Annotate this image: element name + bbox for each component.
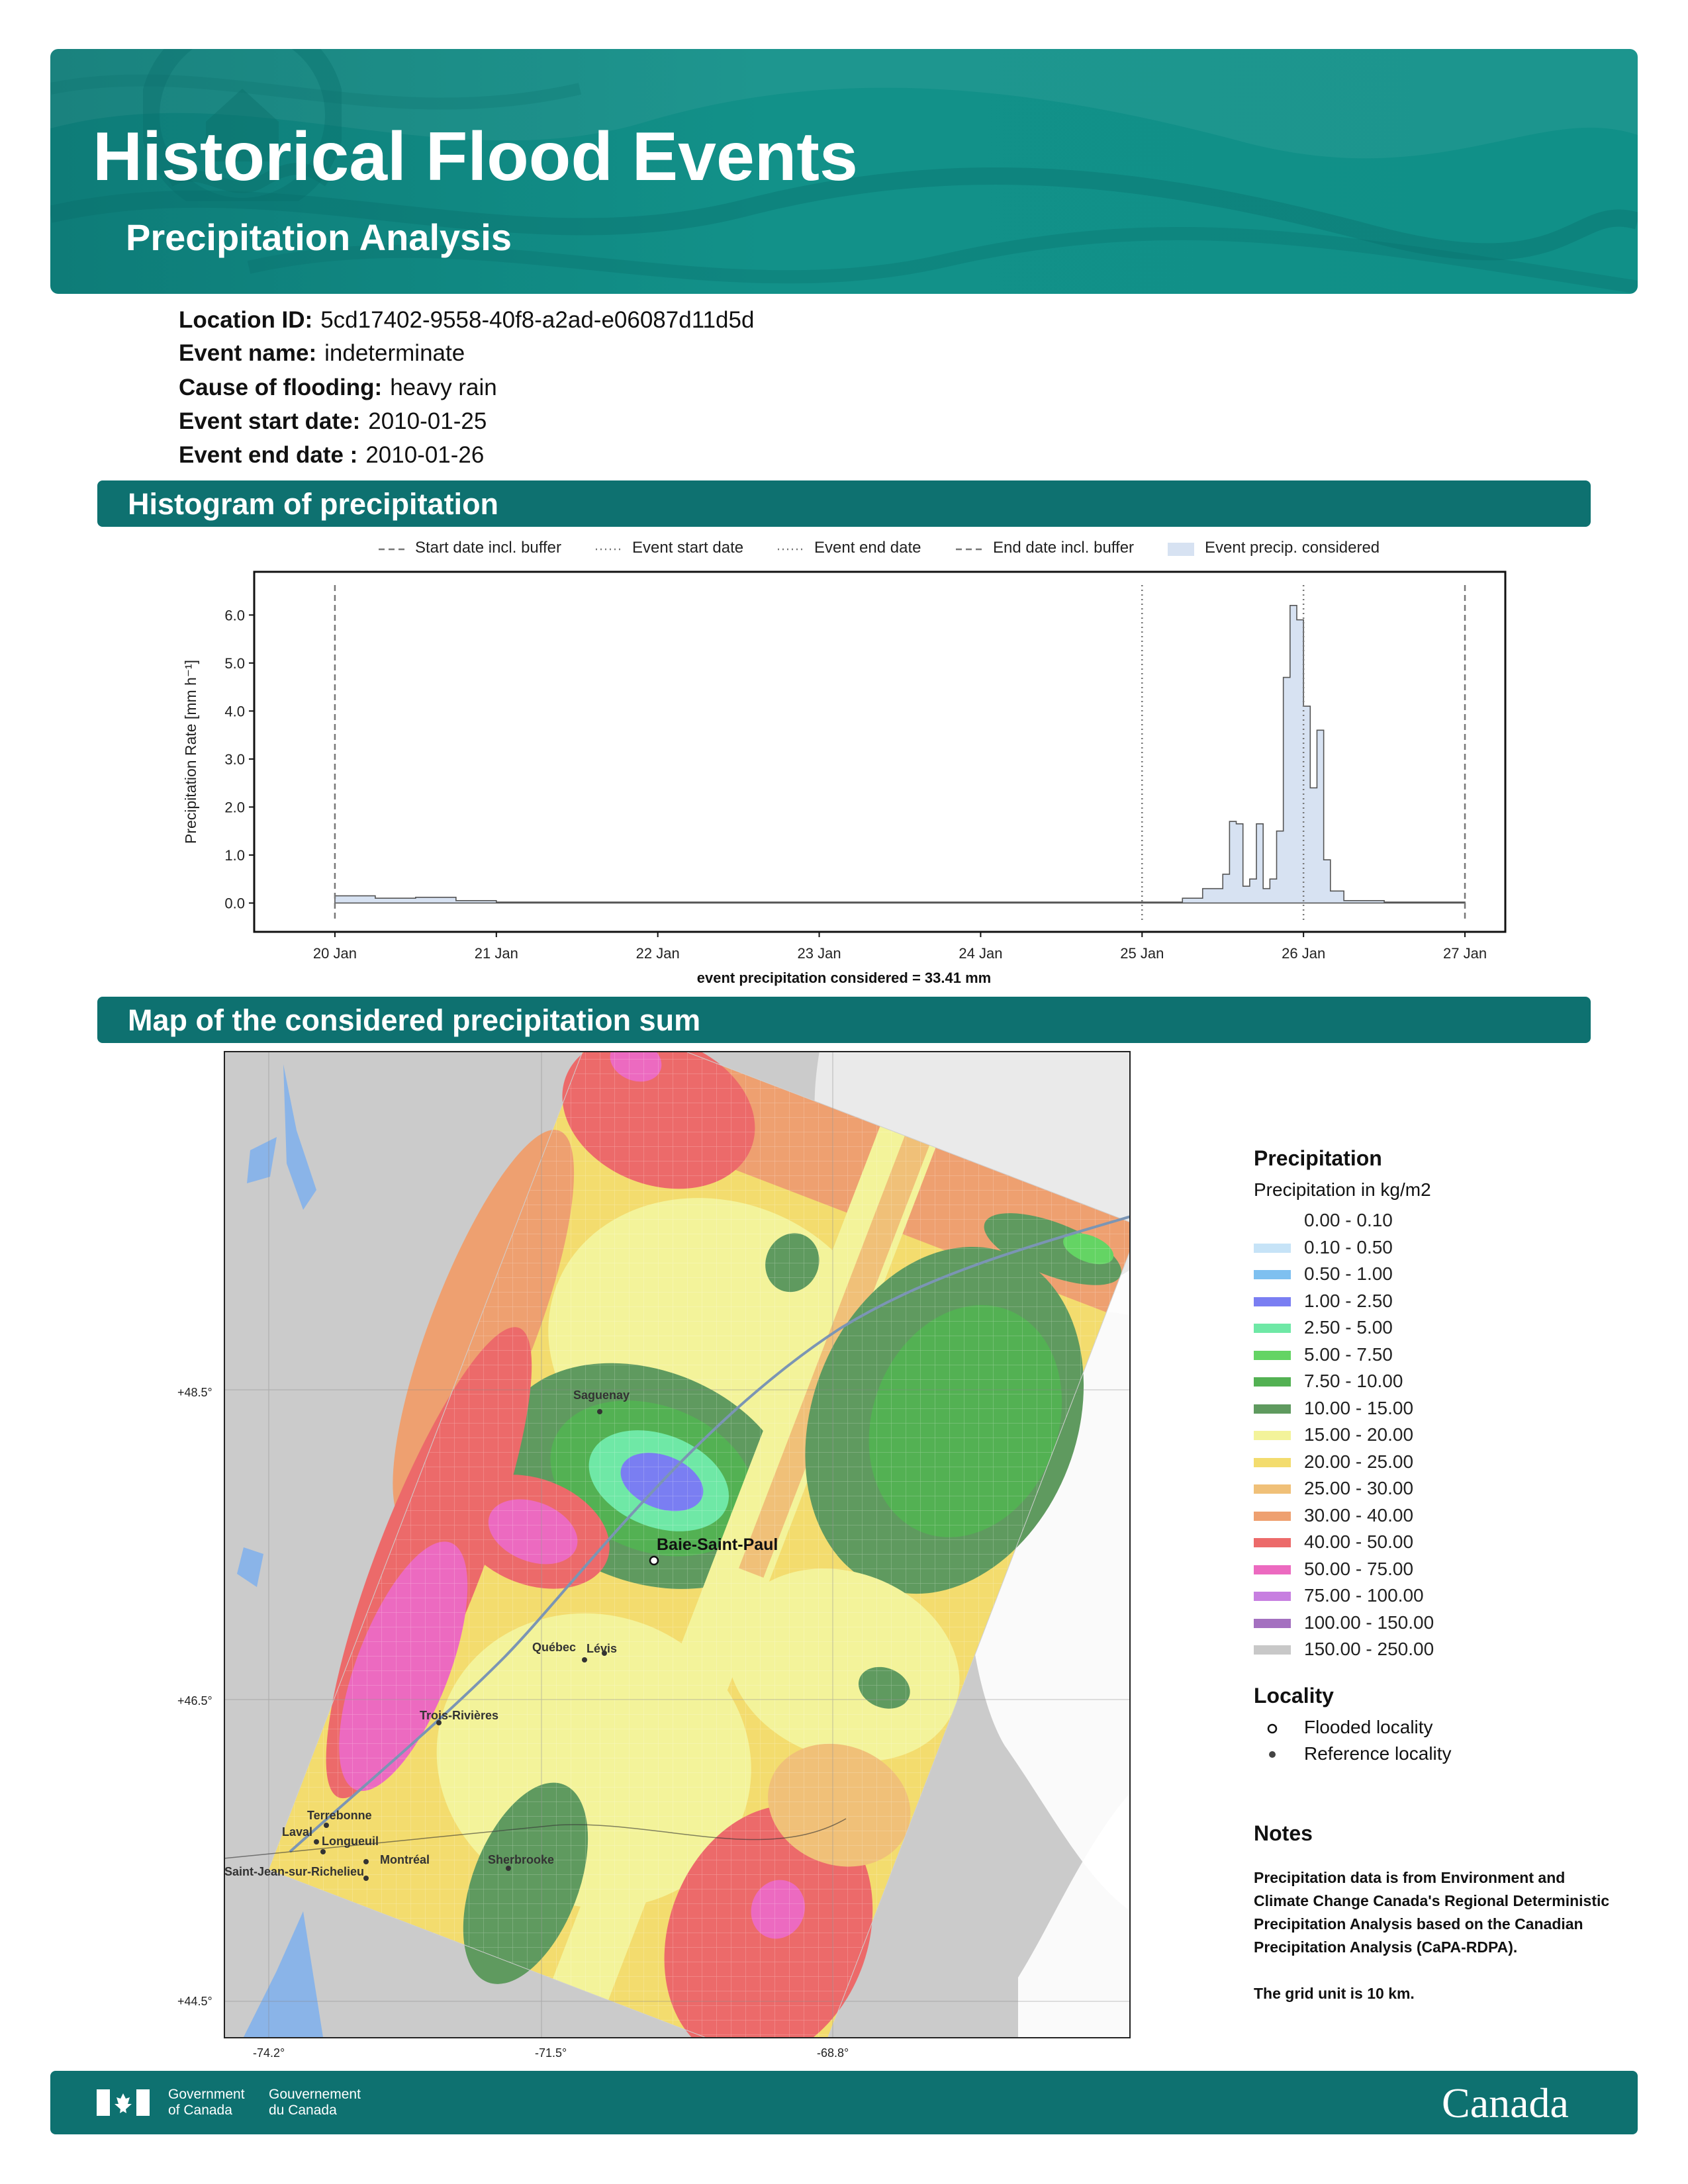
y-tick-label: 3.0 [224,751,245,768]
gov-en-line1: Government [168,2087,245,2102]
notes-grid-unit: The grid unit is 10 km. [1254,1985,1415,2002]
legend-swatch [1254,1351,1291,1360]
x-tick-label: 22 Jan [635,945,680,962]
legend-swatch [1254,1216,1291,1226]
gov-fr-line2: du Canada [269,2103,337,2118]
notes-title: Notes [1254,1821,1313,1845]
y-tick-label: 0.0 [224,895,245,912]
info-end-date [179,442,484,469]
label-sherbrooke: Sherbrooke [488,1853,555,1866]
label-montreal: Montréal [380,1853,430,1866]
x-tick-label: 27 Jan [1443,945,1487,962]
page-subtitle: Precipitation Analysis [126,216,512,258]
label-laval: Laval [282,1825,313,1839]
legend-end-buffer: End date incl. buffer [993,539,1135,557]
gov-fr-line1: Gouvernement [269,2087,361,2102]
legend-class-label: 0.10 - 0.50 [1304,1236,1393,1257]
legend-class-label: 15.00 - 20.00 [1304,1424,1414,1445]
section-title-histogram: Histogram of precipitation [128,487,499,521]
legend-class-label: 100.00 - 150.00 [1304,1612,1434,1633]
section-title-map: Map of the considered precipitation sum [128,1003,701,1037]
legend-swatch [1254,1512,1291,1521]
cause-label: Cause of flooding: [179,375,383,400]
lon-label-68-8: -68.8° [817,2046,849,2060]
gov-en-line2: of Canada [168,2103,232,2118]
legend-swatch [1254,1458,1291,1467]
legend-class-label: 30.00 - 40.00 [1304,1504,1414,1525]
legend-class-label: 10.00 - 15.00 [1304,1397,1414,1418]
map-legend-title: Precipitation [1254,1146,1382,1170]
label-quebec: Québec [532,1641,577,1654]
end-date-value: 2010-01-26 [365,442,485,468]
section-header-map [97,997,1591,1043]
legend-class-label: 25.00 - 30.00 [1304,1478,1414,1498]
header-banner [50,49,1638,294]
label-levis: Lévis [586,1642,618,1655]
x-axis-label: event precipitation considered = 33.41 mm [696,970,992,986]
legend-swatch [1254,1565,1291,1574]
x-tick-label: 24 Jan [959,945,1003,962]
locality-quebec-dot [582,1657,587,1662]
canada-wordmark: Canada [1442,2079,1569,2126]
y-tick-label: 5.0 [224,655,245,672]
locality-legend-markers [1264,1721,1280,1760]
gov-en-wordmark [168,2087,245,2118]
info-event-name [179,340,465,367]
section-header-histogram [97,480,1591,527]
legend-swatch [1254,1645,1291,1655]
legend-event-end: Event end date [814,539,921,557]
flooded-locality-label: Flooded locality [1304,1717,1433,1737]
legend-swatch [1254,1270,1291,1279]
label-baie-saint-paul: Baie-Saint-Paul [657,1535,778,1554]
gov-fr-wordmark [269,2087,361,2118]
label-saguenay: Saguenay [573,1388,630,1402]
locality-montreal-dot [363,1859,369,1864]
label-saint-jean: Saint-Jean-sur-Richelieu [224,1865,365,1878]
notes-text: Precipitation data is from Environment and Climate Change Canada's Regional Deterministic Precipitation Analysis based on the Canadian Precipitation Analysis (CaPA-RDPA). [1254,1869,1610,1956]
legend-class-label: 2.50 - 5.00 [1304,1317,1393,1338]
legend-swatch [1254,1377,1291,1387]
event-name-value: indeterminate [324,340,465,366]
info-location-id [179,307,754,334]
x-tick-label: 26 Jan [1282,945,1326,962]
legend-class-label: 150.00 - 250.00 [1304,1639,1434,1659]
y-tick-label: 6.0 [224,607,245,624]
locality-terrebonne-dot [324,1823,329,1828]
locality-legend-title: Locality [1254,1684,1334,1707]
flooded-locality-marker [1268,1725,1276,1733]
legend-class-label: 40.00 - 50.00 [1304,1531,1414,1552]
label-trois-rivieres: Trois-Rivières [420,1709,499,1722]
legend-swatch [1254,1484,1291,1494]
reference-locality-marker [1269,1751,1276,1758]
x-tick-label: 20 Jan [312,945,357,962]
y-tick-label: 1.0 [224,846,245,864]
label-longueuil: Longueuil [322,1835,379,1848]
info-start-date [179,408,487,435]
cause-value: heavy rain [390,375,497,400]
location-id-label: Location ID: [179,307,313,333]
lon-label-71-5: -71.5° [535,2046,567,2060]
lat-label-48-5: +48.5° [177,1386,212,1399]
legend-start-buffer: Start date incl. buffer [415,539,562,557]
x-tick-label: 25 Jan [1120,945,1164,962]
legend-class-label: 50.00 - 75.00 [1304,1558,1414,1579]
lat-label-44-5: +44.5° [177,1995,212,2008]
start-date-value: 2010-01-25 [368,408,487,434]
event-name-label: Event name: [179,340,317,366]
legend-considered: Event precip. considered [1205,539,1380,557]
locality-longueuil-dot [320,1849,326,1854]
legend-event-start: Event start date [632,539,744,557]
x-tick-label: 21 Jan [474,945,518,962]
precipitation-histogram [159,563,1523,986]
y-axis-label: Precipitation Rate [mm h⁻¹] [182,659,199,844]
legend-swatch [1254,1324,1291,1333]
lon-label-74-2: -74.2° [253,2046,285,2060]
legend-class-label: 5.00 - 7.50 [1304,1343,1393,1365]
legend-swatch [1254,1404,1291,1414]
reference-locality-label: Reference locality [1304,1743,1452,1764]
legend-swatch [1254,1592,1291,1601]
end-date-label: Event end date : [179,442,358,468]
footer-bar [50,2071,1638,2134]
start-date-label: Event start date: [179,408,361,434]
locality-saint-jean-dot [363,1876,369,1881]
legend-swatch [1254,1538,1291,1547]
legend-class-label: 1.00 - 2.50 [1304,1290,1393,1311]
y-tick-label: 4.0 [224,703,245,720]
legend-class-label: 7.50 - 10.00 [1304,1371,1403,1391]
y-tick-label: 2.0 [224,799,245,816]
locality-baie-saint-paul-dot [650,1557,658,1565]
info-cause [179,375,497,401]
legend-class-label: 20.00 - 25.00 [1304,1451,1414,1472]
legend-swatch [1254,1297,1291,1306]
map-legend-subtitle: Precipitation in kg/m2 [1254,1179,1431,1200]
x-tick-label: 23 Jan [797,945,841,962]
legend-considered-swatch [1168,543,1194,556]
legend-swatch [1254,1619,1291,1628]
locality-laval-dot [314,1839,319,1844]
page-title: Historical Flood Events [93,118,858,195]
legend-class-label: 75.00 - 100.00 [1304,1585,1424,1606]
map-legend-classes [1254,1210,1532,1660]
legend-swatch [1254,1244,1291,1253]
legend-class-label: 0.50 - 1.00 [1304,1263,1393,1284]
legend-swatch [1254,1431,1291,1440]
notes-body [1254,1866,1611,2005]
label-terrebonne: Terrebonne [307,1809,372,1822]
lat-label-46-5: +46.5° [177,1694,212,1707]
canada-flag-icon [97,2089,150,2116]
locality-saguenay-dot [597,1409,602,1414]
legend-class-label: 0.00 - 0.10 [1304,1210,1393,1230]
location-id-value: 5cd17402-9558-40f8-a2ad-e06087d11d5d [320,307,755,333]
